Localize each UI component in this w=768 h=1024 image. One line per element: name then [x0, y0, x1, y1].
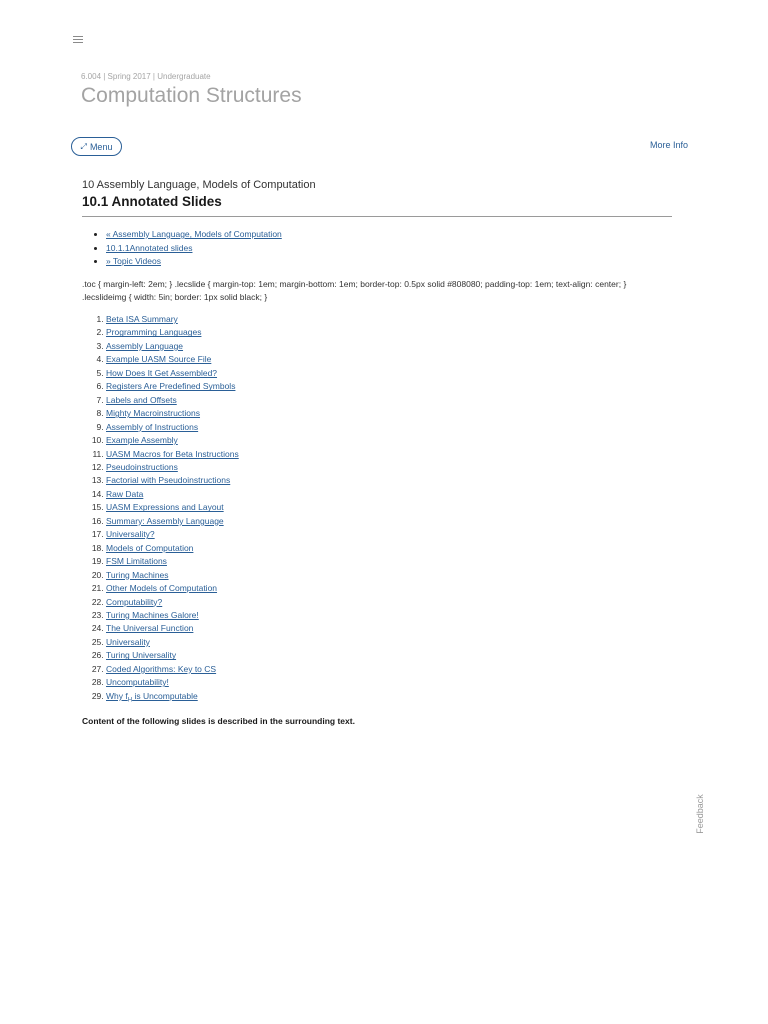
slide-item — [106, 622, 239, 635]
subscript-h: H — [127, 697, 133, 704]
hamburger-menu-icon[interactable] — [73, 36, 83, 45]
section-nav-list — [82, 228, 282, 269]
slide-item — [106, 542, 239, 555]
slide-link[interactable]: How Does It Get Assembled? — [106, 367, 218, 378]
slide-item — [106, 515, 239, 528]
nav-item — [106, 242, 282, 256]
slide-link[interactable]: Turing Machines — [106, 569, 169, 580]
nav-link-current[interactable]: 10.1.1Annotated slides — [106, 242, 193, 253]
slide-item — [106, 663, 239, 676]
section-title: 10.1 Annotated Slides — [82, 194, 222, 209]
slide-link[interactable]: Raw Data — [106, 488, 144, 499]
slide-item — [106, 461, 239, 474]
slide-item — [106, 676, 239, 689]
slide-link-text: Why f — [106, 690, 128, 701]
slide-link[interactable]: UASM Expressions and Layout — [106, 502, 224, 513]
slide-link[interactable]: Beta ISA Summary — [106, 314, 178, 324]
slide-link[interactable]: Labels and Offsets — [106, 394, 177, 405]
slide-item — [106, 501, 239, 514]
course-meta: 6.004 | Spring 2017 | Undergraduate — [81, 72, 211, 81]
slide-link[interactable]: Uncomputability! — [106, 677, 169, 688]
slide-link[interactable]: Assembly of Instructions — [106, 421, 199, 432]
slide-item — [106, 421, 239, 434]
slide-link[interactable]: Pseudoinstructions — [106, 461, 178, 472]
slide-link[interactable]: The Universal Function — [106, 623, 194, 634]
slide-link[interactable]: Turing Universality — [106, 650, 177, 661]
nav-link-next[interactable]: » Topic Videos — [106, 256, 161, 266]
slide-item — [106, 569, 239, 582]
slide-link-text-suffix: is Uncomputable — [132, 690, 198, 701]
slide-link[interactable]: Summary: Assembly Language — [106, 515, 224, 526]
nav-item — [106, 228, 282, 242]
slide-item — [106, 690, 239, 708]
course-title: Computation Structures — [81, 84, 302, 107]
expand-arrows-icon: ⤢ — [80, 141, 87, 151]
slide-item — [106, 609, 239, 622]
section-divider — [82, 216, 672, 217]
slide-link[interactable]: Factorial with Pseudoinstructions — [106, 475, 231, 486]
slide-link[interactable]: Other Models of Computation — [106, 583, 218, 594]
slide-link[interactable]: FSM Limitations — [106, 556, 167, 567]
slide-item — [106, 407, 239, 420]
slide-item — [106, 434, 239, 447]
slide-link[interactable]: Coded Algorithms: Key to CS — [106, 663, 217, 674]
slide-item — [106, 353, 239, 366]
slide-item — [106, 488, 239, 501]
slides-list — [82, 313, 239, 708]
leaked-css-text: .toc { margin-left: 2em; } .lecslide { margin-top: 1em; margin-bottom: 1em; border-top: 0.5px solid #808080; padding-top: 1em; text-align: center; } .lecslideimg { width: 5in; border: 1px solid black; } — [82, 279, 627, 302]
slide-item — [106, 636, 239, 649]
slides-description-note: Content of the following slides is described in the surrounding text. — [82, 716, 355, 726]
slide-item — [106, 596, 239, 609]
slide-link[interactable]: Example Assembly — [106, 435, 178, 446]
slide-item — [106, 367, 239, 380]
slide-link[interactable]: UASM Macros for Beta Instructions — [106, 448, 239, 459]
feedback-label: Feedback — [695, 794, 705, 834]
nav-link-previous[interactable]: « Assembly Language, Models of Computation — [106, 229, 282, 239]
slide-item — [106, 582, 239, 595]
slide-item — [106, 555, 239, 568]
slide-link[interactable]: Example UASM Source File — [106, 354, 212, 365]
slide-link[interactable]: Models of Computation — [106, 542, 194, 553]
slide-link[interactable]: Assembly Language — [106, 340, 184, 351]
slide-item — [106, 474, 239, 487]
slide-link[interactable]: Registers Are Predefined Symbols — [106, 381, 236, 392]
nav-item — [106, 255, 282, 269]
slide-item — [106, 448, 239, 461]
feedback-tab[interactable] — [693, 789, 707, 839]
slide-link[interactable]: Universality — [106, 636, 150, 647]
slide-link[interactable]: Mighty Macroinstructions — [106, 408, 201, 419]
slide-link[interactable]: Computability? — [106, 596, 163, 607]
chapter-title: 10 Assembly Language, Models of Computation — [82, 179, 316, 191]
slide-item — [106, 340, 239, 353]
menu-button-label: Menu — [89, 141, 113, 152]
slide-link-why-fh[interactable] — [106, 690, 198, 704]
slide-item — [106, 313, 239, 326]
more-info-link[interactable]: More Info — [649, 140, 688, 150]
slide-link[interactable]: Universality? — [106, 529, 155, 540]
slide-item — [106, 649, 239, 662]
slide-item — [106, 380, 239, 393]
slide-link[interactable]: Turing Machines Galore! — [106, 609, 199, 620]
slide-link[interactable]: Programming Languages — [106, 327, 202, 338]
slide-item — [106, 394, 239, 407]
slide-item — [106, 326, 239, 339]
menu-button[interactable] — [71, 137, 122, 156]
slide-item — [106, 528, 239, 541]
